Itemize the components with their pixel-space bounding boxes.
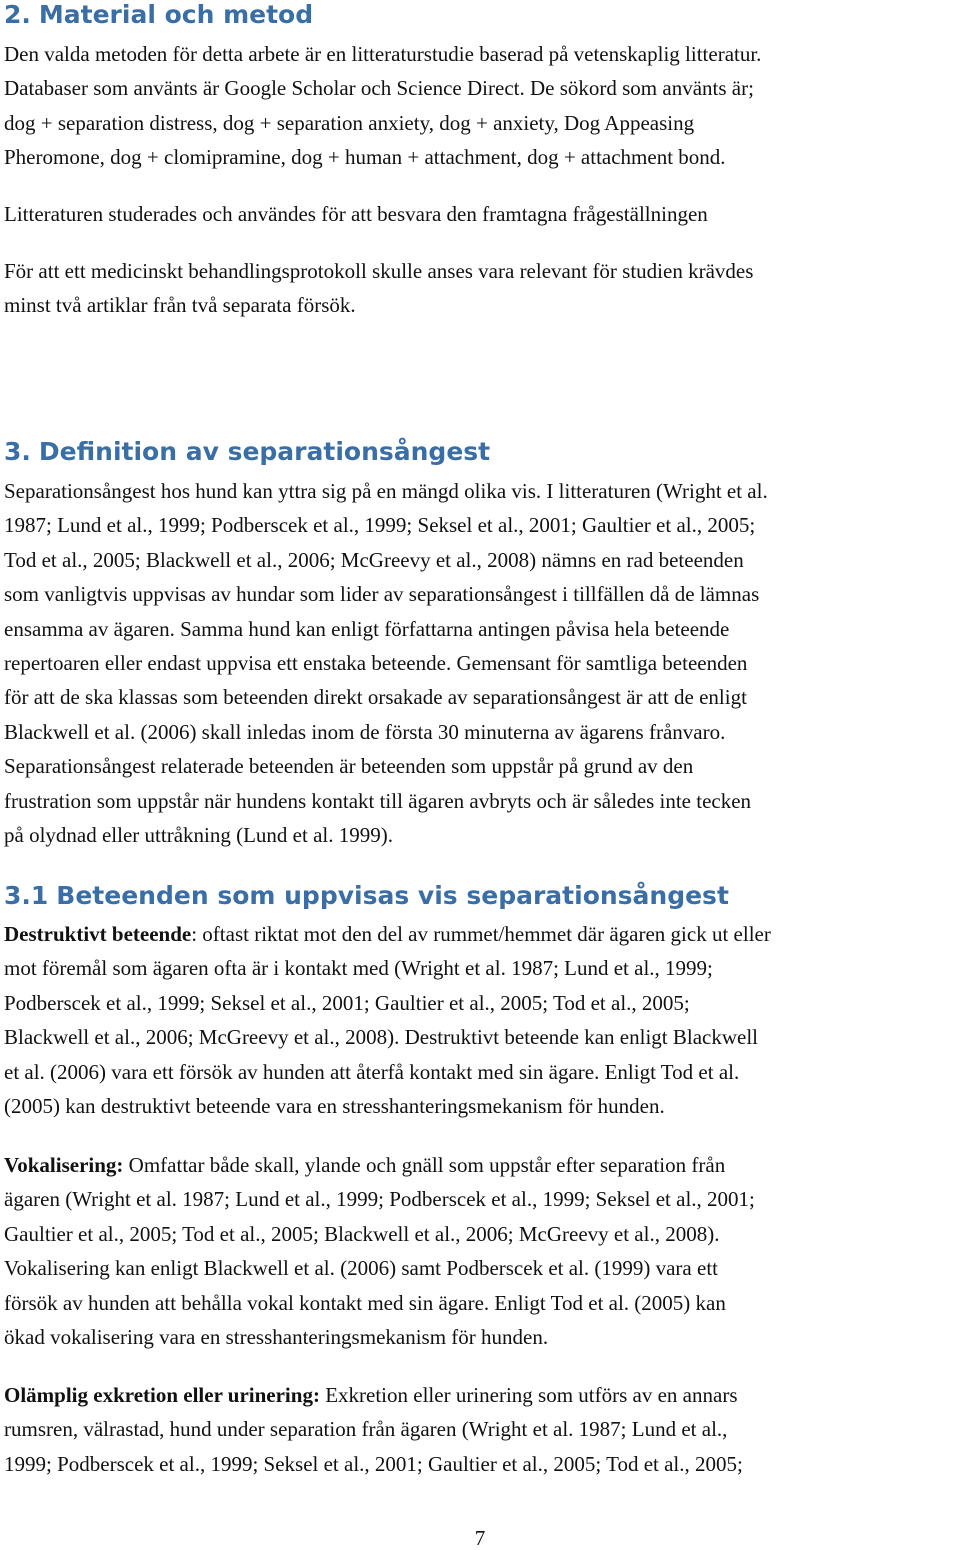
definition-paragraph: [4, 474, 958, 852]
section-3-1-heading: [4, 881, 729, 911]
text-line: [4, 917, 958, 951]
text-line: Separationsångest hos hund kan yttra sig på en mängd olika vis. I litteraturen (Wright et al.: [4, 479, 768, 503]
text-line: som vanligtvis uppvisas av hundar som lider av separationsångest i tillfällen då de lämnas: [4, 582, 760, 607]
text-line: Vokalisering kan enligt Blackwell et al. (2006) samt Podberscek et al. (1999) vara ett: [4, 1256, 718, 1281]
text-line: 1999; Podberscek et al., 1999; Seksel et al., 2001; Gaultier et al., 2005; Tod et al., 2005;: [4, 1451, 743, 1476]
term-text: : oftast riktat mot den del av rummet/hemmet där ägaren gick ut eller: [191, 922, 771, 946]
section-title: Definition av separationsångest: [38, 437, 491, 466]
text-line: rumsren, välrastad, hund under separation från ägaren (Wright et al. 1987; Lund et al.,: [4, 1417, 728, 1442]
method-paragraph: [4, 37, 958, 175]
text-line: Databaser som använts är Google Scholar och Science Direct. De sökord som använts är;: [4, 76, 754, 101]
text-line: Litteraturen studerades och användes för att besvara den framtagna frågeställningen: [4, 202, 708, 226]
text-line: repertoaren eller endast uppvisa ett enstaka beteende. Gemensant för samtliga beteenden: [4, 651, 748, 676]
text-line: Tod et al., 2005; Blackwell et al., 2006; McGreevy et al., 2008) nämns en rad beteenden: [4, 547, 744, 572]
literature-paragraph: [4, 197, 958, 231]
text-line: [4, 1378, 958, 1412]
text-line: frustration som uppstår när hundens kontakt till ägaren avbryts och är således inte tecken: [4, 788, 752, 813]
text-line: Pheromone, dog + clomipramine, dog + human + attachment, dog + attachment bond.: [4, 145, 726, 170]
text-line: för att de ska klassas som beteenden direkt orsakade av separationsångest är att de enligt: [4, 685, 747, 710]
page-number: 7: [474, 1526, 486, 1550]
text-line: försök av hunden att behålla vokal kontakt med sin ägare. Enligt Tod et al. (2005) kan: [4, 1290, 726, 1315]
text-line: Podberscek et al., 1999; Seksel et al., 2001; Gaultier et al., 2005; Tod et al., 2005;: [4, 990, 690, 1015]
text-line: på olydnad eller uttråkning (Lund et al. 1999).: [4, 823, 393, 848]
destructive-behavior-paragraph: [4, 917, 958, 1123]
text-line: [4, 1148, 958, 1182]
text-line: minst två artiklar från två separata försök.: [4, 293, 356, 318]
term-text: Omfattar både skall, ylande och gnäll som uppstår efter separation från: [123, 1153, 726, 1177]
section-number: 3.: [4, 437, 31, 466]
text-line: et al. (2006) vara ett försök av hunden att återfå kontakt med sin ägare. Enligt Tod et al.: [4, 1059, 740, 1084]
text-line: (2005) kan destruktivt beteende vara en stresshanteringsmekanism för hunden.: [4, 1094, 665, 1119]
text-line: Den valda metoden för detta arbete är en litteraturstudie baserad på vetenskaplig litteratur.: [4, 42, 762, 66]
section-title: Beteenden som uppvisas vis separationsångest: [56, 881, 729, 910]
text-line: Blackwell et al. (2006) skall inledas inom de första 30 minuterna av ägarens frånvaro.: [4, 719, 726, 744]
text-line: Separationsångest relaterade beteenden är beteenden som uppstår på grund av den: [4, 754, 694, 779]
text-line: ökad vokalisering vara en stresshanteringsmekanism för hunden.: [4, 1325, 549, 1350]
text-line: 1987; Lund et al., 1999; Podberscek et al., 1999; Seksel et al., 2001; Gaultier et al., 2005;: [4, 513, 756, 538]
term-label: Destruktivt beteende: [4, 922, 192, 946]
text-line: Blackwell et al., 2006; McGreevy et al., 2008). Destruktivt beteende kan enligt Blackwell: [4, 1025, 759, 1050]
section-number: 2.: [4, 0, 31, 29]
term-label: Vokalisering:: [4, 1153, 124, 1177]
text-line: ägaren (Wright et al. 1987; Lund et al., 1999; Podberscek et al., 1999; Seksel et al., 2001;: [4, 1187, 755, 1212]
vocalization-paragraph: [4, 1148, 958, 1354]
section-number: 3.1: [4, 881, 49, 910]
text-line: ensamma av ägaren. Samma hund kan enligt författarna antingen påvisa hela beteende: [4, 616, 730, 641]
text-line: För att ett medicinskt behandlingsprotokoll skulle anses vara relevant för studien krävdes: [4, 259, 754, 283]
text-line: Gaultier et al., 2005; Tod et al., 2005; Blackwell et al., 2006; McGreevy et al., 2008).: [4, 1221, 720, 1246]
section-2-heading: [4, 0, 313, 30]
text-line: mot föremål som ägaren ofta är i kontakt med (Wright et al. 1987; Lund et al., 1999;: [4, 956, 713, 981]
term-text: Exkretion eller urinering som utförs av en annars: [319, 1383, 738, 1407]
criteria-paragraph: [4, 254, 958, 323]
excretion-paragraph: [4, 1378, 958, 1481]
term-label: Olämplig exkretion eller urinering:: [4, 1383, 320, 1407]
section-title: Material och metod: [38, 0, 314, 29]
section-3-heading: [4, 437, 490, 467]
text-line: dog + separation distress, dog + separation anxiety, dog + anxiety, Dog Appeasing: [4, 110, 695, 135]
